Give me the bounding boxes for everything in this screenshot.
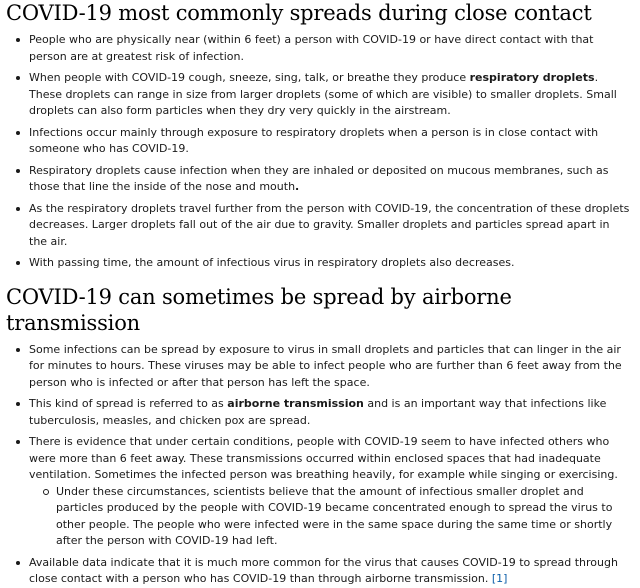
- sub-list: [29, 484, 630, 550]
- text-segment: and is an important way that infections like tuberculosis, measles, and chicken pox are spread.: [29, 397, 607, 427]
- close-contact-list: [6, 32, 630, 272]
- text-segment: This kind of spread is referred to as: [29, 397, 228, 410]
- list-item: Infections occur mainly through exposure to respiratory droplets when a person is in close contact with someone who has COVID-19.: [29, 125, 630, 158]
- list-item: [29, 396, 630, 429]
- bold-term-respiratory-droplets: respiratory droplets: [469, 71, 595, 84]
- bold-term-airborne-transmission: airborne transmission: [227, 397, 364, 410]
- bold-period: .: [295, 180, 300, 193]
- list-item: As the respiratory droplets travel further from the person with COVID-19, the concentration of these droplets decreases. Larger droplets fall out of the air due to gravity. Smaller droplets and particles spread apart in the air.: [29, 201, 630, 251]
- text-segment: There is evidence that under certain conditions, people with COVID-19 seem to have infected others who were more than 6 feet away. These transmissions occurred within enclosed spaces that had inadequate ventilation. Sometimes the infected person was breathing heavily, for example while singing or exercising.: [29, 435, 618, 481]
- list-item: [29, 70, 630, 120]
- section-heading-airborne: COVID-19 can sometimes be spread by airborne transmission: [6, 284, 512, 335]
- list-item: [29, 434, 630, 550]
- list-item: People who are physically near (within 6 feet) a person with COVID-19 or have direct contact with that person are at greatest risk of infection.: [29, 32, 630, 65]
- list-item: With passing time, the amount of infectious virus in respiratory droplets also decreases.: [29, 255, 630, 272]
- airborne-list: [6, 342, 630, 588]
- list-item: [29, 163, 630, 196]
- list-item: [29, 555, 630, 588]
- text-segment: Available data indicate that it is much more common for the virus that causes COVID-19 to spread through close contact with a person who has COVID-19 than through airborne transmission.: [29, 555, 618, 585]
- text-segment: Respiratory droplets cause infection when they are inhaled or deposited on mucous membranes, such as those that line the inside of the nose and mouth: [29, 163, 609, 193]
- text-segment: When people with COVID-19 cough, sneeze, sing, talk, or breathe they produce: [29, 71, 470, 84]
- sub-list-item: Under these circumstances, scientists believe that the amount of infectious smaller droplet and particles produced by the people with COVID-19 became concentrated enough to spread the virus to other people. The people who were infected were in the same space during the same time or shortly after the person with COVID-19 had left.: [56, 484, 630, 550]
- section-heading-close-contact: COVID-19 most commonly spreads during close contact: [6, 1, 592, 25]
- list-item: Some infections can be spread by exposure to virus in small droplets and particles that can linger in the air for minutes to hours. These viruses may be able to infect people who are further than 6 feet away from the person who is infected or after that person has left the space.: [29, 342, 630, 392]
- reference-link[interactable]: [1]: [491, 572, 508, 585]
- text-segment: . These droplets can range in size from larger droplets (some of which are visible) to smaller droplets. Small droplets can also form particles when they dry very quickly in the airstream.: [29, 71, 617, 117]
